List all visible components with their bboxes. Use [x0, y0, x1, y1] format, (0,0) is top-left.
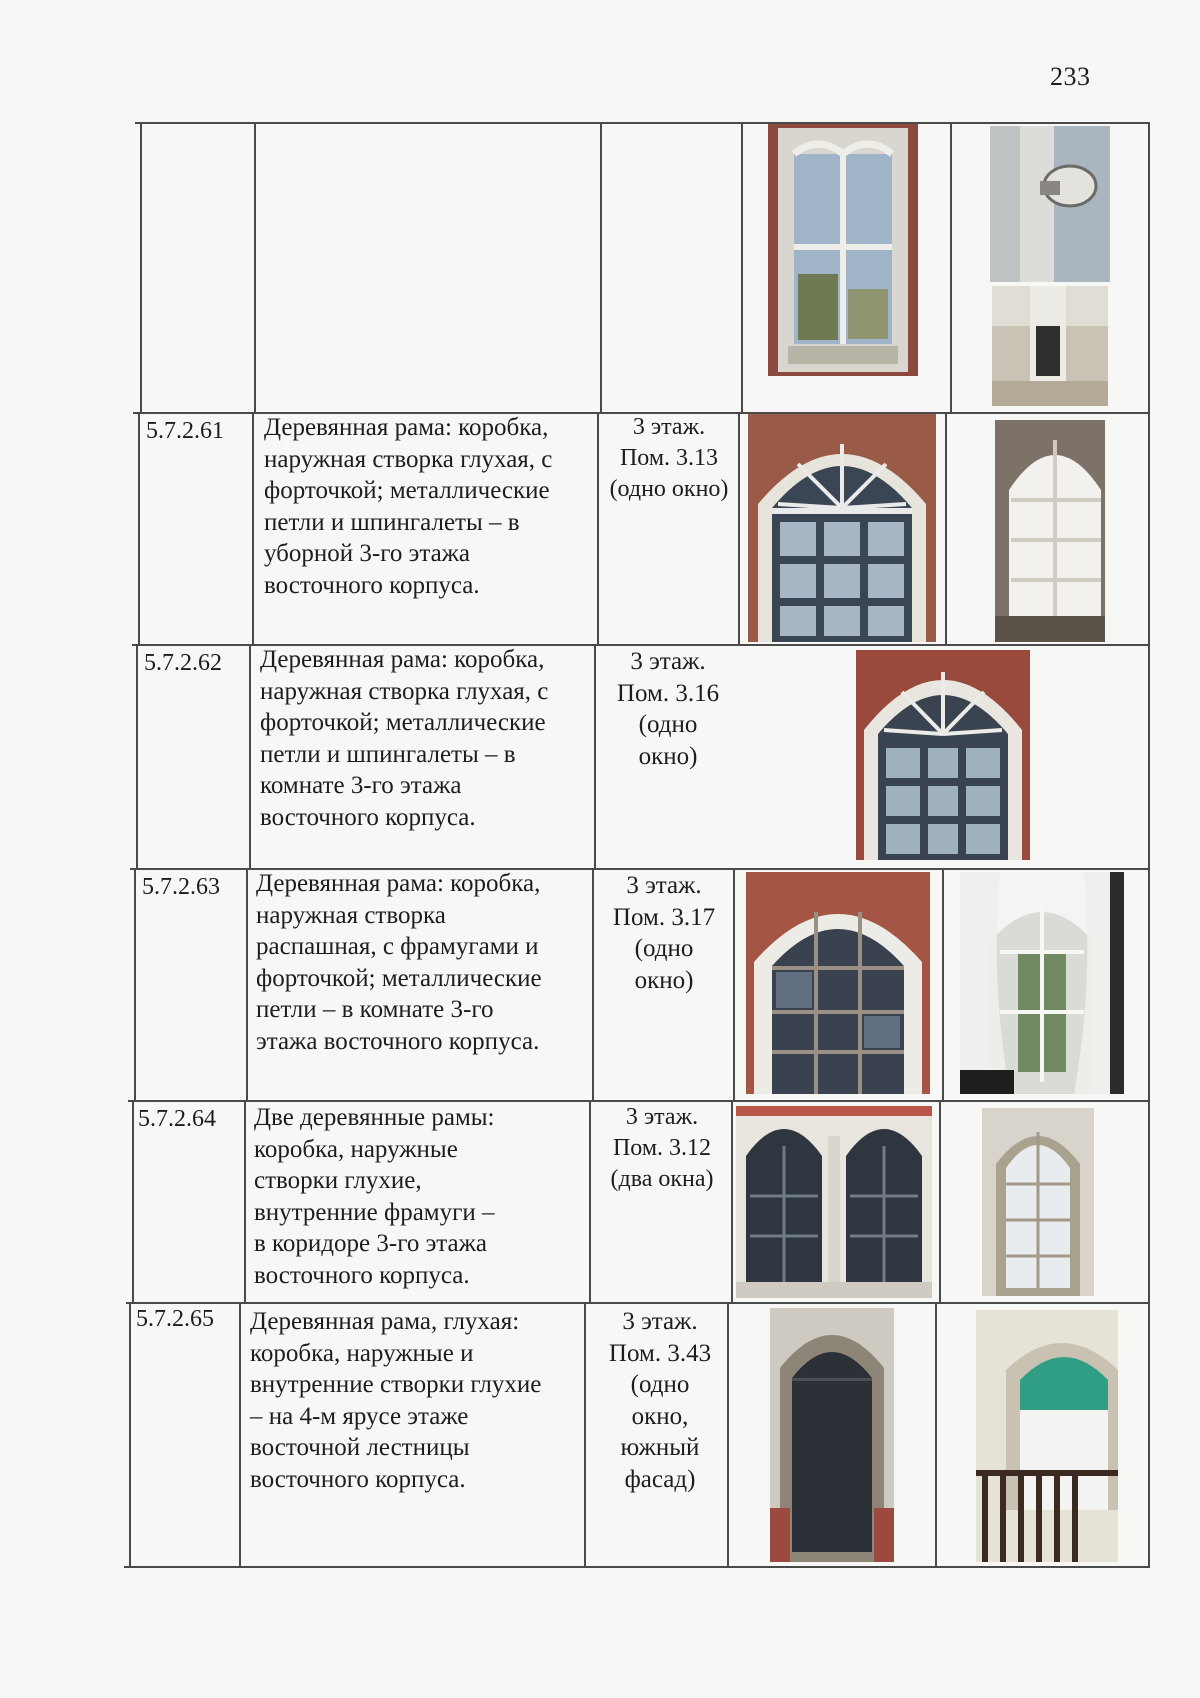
arched-window-brick-facade-photo [856, 650, 1030, 860]
page-number: 233 [1050, 62, 1091, 91]
table-rule [138, 412, 140, 644]
row-description [254, 1102, 564, 1291]
table-rule [584, 1302, 586, 1566]
description-line: наружная створка [256, 901, 446, 929]
description-line: петли и шпингалеты – в [264, 508, 520, 536]
row-number: 5.7.2.64 [138, 1106, 216, 1132]
table-rule [945, 412, 947, 644]
location-line: южный [620, 1434, 700, 1461]
description-line: уборной 3-го этажа [264, 540, 471, 567]
description-line: комнате 3-го этажа [260, 772, 462, 799]
location-line: (одно окно) [609, 476, 729, 502]
row-description [250, 1306, 560, 1495]
location-line: 3 этаж. [630, 648, 706, 675]
table-rule [592, 868, 594, 1100]
table-rule [239, 1302, 241, 1566]
table-rule [254, 122, 256, 412]
description-line: восточной лестницы [250, 1434, 470, 1461]
description-line: восточного корпуса. [264, 571, 480, 599]
table-rule [594, 644, 596, 868]
location-line: Пом. 3.13 [619, 445, 719, 471]
row-number: 5.7.2.62 [144, 650, 222, 676]
table-rule [246, 868, 248, 1100]
table-rule [1148, 122, 1150, 1568]
location-line: (одно [638, 711, 698, 738]
table-rule [126, 1302, 1150, 1304]
table-rule [731, 1100, 733, 1302]
description-line: Деревянная рама: коробка, [256, 870, 541, 897]
description-line: восточного корпуса. [250, 1465, 466, 1493]
table-rule [950, 122, 952, 412]
description-line: Две деревянные рамы: [254, 1104, 495, 1131]
table-rule [135, 122, 1150, 124]
description-line: распашная, с фрамугами и [256, 933, 539, 960]
location-line: Пом. 3.12 [612, 1135, 712, 1161]
description-line: коробка, наружные и [250, 1339, 474, 1367]
table-rule [134, 868, 136, 1100]
description-line: петли – в комнате 3-го [256, 996, 494, 1023]
row-number: 5.7.2.63 [142, 874, 220, 900]
window-with-curtains-photo [960, 872, 1124, 1094]
arched-window-fanlight-photo [748, 414, 936, 642]
arched-window-exterior-photo [746, 872, 930, 1094]
description-line: наружная створка глухая, с [264, 445, 553, 473]
location-line: окно) [638, 742, 698, 770]
table-rule [733, 868, 735, 1100]
row-location [600, 870, 728, 996]
twin-arched-windows-photo [736, 1106, 932, 1298]
location-line: 3 этаж. [625, 1104, 699, 1130]
dark-arched-window-photo [770, 1308, 894, 1562]
location-line: Пом. 3.43 [608, 1339, 712, 1367]
location-line: (одно [634, 935, 694, 962]
window-hinge-closeup-photo [992, 286, 1108, 406]
description-line: форточкой; металлические [264, 477, 550, 504]
location-line: 3 этаж. [632, 414, 706, 440]
location-line: окно) [634, 966, 694, 994]
description-line: в коридоре 3-го этажа [254, 1230, 488, 1257]
row-number: 5.7.2.65 [136, 1306, 214, 1332]
location-line: окно, [631, 1402, 689, 1430]
row-number: 5.7.2.61 [146, 418, 224, 444]
row-location [594, 1102, 730, 1195]
description-line: восточного корпуса. [260, 803, 476, 831]
location-line: Пом. 3.16 [616, 679, 720, 707]
row-description [260, 644, 570, 833]
arched-window-corridor-photo [982, 1108, 1094, 1296]
table-rule [597, 412, 599, 644]
table-rule [140, 122, 142, 412]
table-rule [249, 644, 251, 868]
table-rule [741, 122, 743, 412]
table-rule [600, 122, 602, 412]
row-description [264, 412, 574, 601]
row-location [604, 646, 732, 772]
description-line: Деревянная рама: коробка, [264, 414, 549, 441]
table-rule [738, 412, 740, 644]
table-rule [935, 1302, 937, 1566]
window-tall-white-frame-photo [768, 124, 918, 376]
location-line: (одно [630, 1371, 690, 1398]
table-rule [244, 1100, 246, 1302]
staircase-window-photo [976, 1310, 1118, 1562]
row-description [256, 868, 566, 1057]
description-line: внутренние створки глухие [250, 1371, 542, 1398]
location-line: фасад) [624, 1465, 696, 1493]
description-line: – на 4-м ярусе этаже [250, 1402, 469, 1430]
description-line: форточкой; металлические [256, 964, 542, 992]
description-line: этажа восточного корпуса. [256, 1027, 540, 1055]
location-line: Пом. 3.17 [612, 903, 716, 931]
table-rule [252, 412, 254, 644]
description-line: Деревянная рама, глухая: [250, 1308, 520, 1335]
table-rule [124, 1566, 1150, 1568]
description-line: створки глухие, [254, 1167, 422, 1194]
description-line: внутренние фрамуги – [254, 1198, 495, 1226]
table-rule [136, 644, 138, 868]
description-line: восточного корпуса. [254, 1261, 470, 1289]
location-line: 3 этаж. [626, 872, 702, 899]
location-line: 3 этаж. [622, 1308, 698, 1335]
table-rule [132, 1100, 134, 1302]
location-line: (два окна) [610, 1166, 714, 1192]
row-location [592, 1306, 728, 1495]
description-line: наружная створка глухая, с [260, 677, 549, 705]
table-rule [129, 1302, 131, 1566]
description-line: коробка, наружные [254, 1135, 458, 1163]
description-line: форточкой; металлические [260, 709, 546, 736]
table-rule [939, 1100, 941, 1302]
window-hinge-closeup-photo [990, 126, 1110, 282]
table-rule [942, 868, 944, 1100]
description-line: петли и шпингалеты – в [260, 740, 516, 768]
description-line: Деревянная рама: коробка, [260, 646, 545, 673]
table-rule [589, 1100, 591, 1302]
row-location [604, 412, 734, 505]
arched-window-interior-photo [995, 420, 1105, 642]
